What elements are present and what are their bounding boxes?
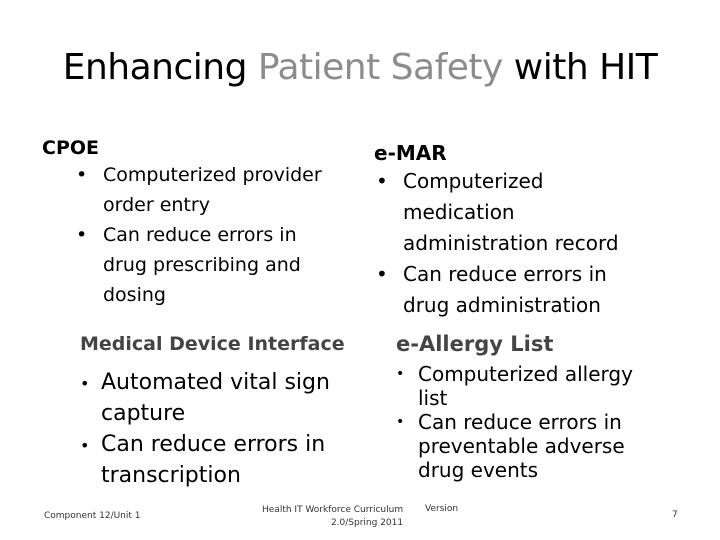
footer-curriculum-line-1: Health IT Workforce Curriculum — [262, 505, 404, 515]
cpoe-bullet-2-line-2: drug prescribing and — [103, 254, 301, 276]
mdi-bullet-2 — [80, 429, 380, 491]
emar-bullet-2-line-2: drug administration — [403, 293, 601, 317]
cpoe-bullet-1 — [76, 160, 362, 220]
cpoe-section — [42, 136, 362, 310]
emar-bullet-1-line-3: administration record — [403, 231, 619, 255]
allergy-bullet-1-line-2: list — [418, 386, 448, 410]
cpoe-heading: CPOE — [42, 137, 99, 159]
emar-bullet-1-line-2: medication — [403, 200, 515, 224]
cpoe-bullet-1-line-1: Computerized provider — [103, 164, 322, 186]
slide-title — [0, 42, 720, 94]
footer-component: Component 12/Unit 1 — [44, 511, 141, 521]
allergy-bullet-2 — [396, 410, 696, 482]
allergy-bullet-2-line-3: drug events — [418, 458, 539, 482]
page-number: 7 — [672, 510, 678, 520]
emar-section — [374, 140, 674, 321]
bullet-icon: • — [76, 224, 88, 246]
emar-bullet-1-line-1: Computerized — [403, 169, 544, 193]
emar-bullet-1 — [376, 166, 674, 259]
emar-bullet-2-line-1: Can reduce errors in — [403, 262, 607, 286]
mdi-bullet-1-line-2: capture — [101, 401, 186, 426]
cpoe-bullet-1-line-2: order entry — [103, 194, 210, 216]
emar-bullet-2 — [376, 259, 674, 321]
bullet-icon: • — [80, 436, 90, 455]
mdi-heading: Medical Device Interface — [80, 333, 345, 355]
bullet-icon: • — [396, 414, 405, 430]
bullet-icon: • — [80, 374, 90, 393]
e-allergy-list-section — [396, 330, 696, 482]
mdi-bullet-2-line-1: Can reduce errors in — [101, 432, 326, 457]
footer-curriculum — [262, 504, 403, 530]
allergy-heading: e-Allergy List — [396, 332, 554, 356]
footer-curriculum-line-2: 2.0/Spring 2011 — [330, 518, 404, 528]
title-part-2: with HIT — [502, 47, 658, 88]
footer-version: Version — [425, 504, 459, 514]
bullet-icon: • — [376, 169, 388, 193]
mdi-bullet-1 — [80, 367, 380, 429]
bullet-icon: • — [76, 164, 88, 186]
allergy-bullet-1-line-1: Computerized allergy — [418, 362, 633, 386]
cpoe-bullet-2-line-3: dosing — [103, 284, 166, 306]
title-part-1: Enhancing — [62, 47, 258, 88]
bullet-icon: • — [396, 366, 405, 382]
title-accent: Patient Safety — [257, 47, 503, 88]
allergy-bullet-1 — [396, 362, 696, 410]
mdi-bullet-1-line-1: Automated vital sign — [101, 370, 330, 395]
mdi-bullet-2-line-2: transcription — [101, 463, 241, 488]
allergy-bullet-2-line-2: preventable adverse — [418, 434, 625, 458]
cpoe-bullet-2-line-1: Can reduce errors in — [103, 224, 297, 246]
emar-heading: e-MAR — [374, 141, 447, 165]
bullet-icon: • — [376, 262, 388, 286]
allergy-bullet-2-line-1: Can reduce errors in — [418, 410, 622, 434]
medical-device-interface-section — [80, 331, 380, 491]
cpoe-bullet-2 — [76, 220, 362, 310]
